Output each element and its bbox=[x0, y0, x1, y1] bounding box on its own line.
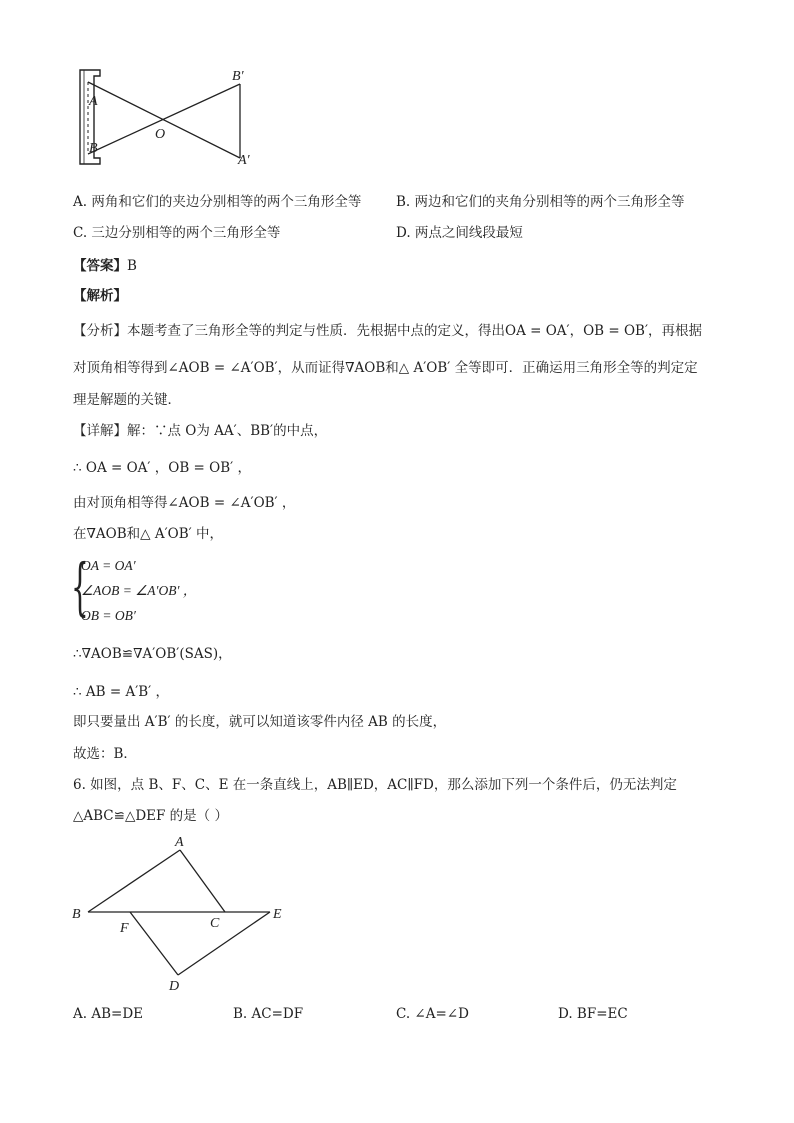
analysis-line-2: 对顶角相等得到∠AOB = ∠A′OB′，从而证得∇AOB和△ A′OB′ 全等即可．正确运用三角形全等的判定定 bbox=[73, 360, 698, 376]
detail-line-1: 【详解】解：∵点 O为 AA′、BB′的中点， bbox=[73, 423, 328, 439]
system-eq-2: ∠AOB = ∠A′OB′ ， bbox=[81, 583, 197, 598]
option-6B: B. AC=DF bbox=[233, 1006, 304, 1022]
segment-BA bbox=[88, 850, 180, 912]
label-B: B bbox=[89, 141, 98, 156]
option-5A: A. 两角和它们的夹边分别相等的两个三角形全等 bbox=[73, 194, 362, 210]
detail-line-2: ∴ OA = OA′ ，OB = OB′ ， bbox=[73, 460, 251, 476]
label-Aprime: A′ bbox=[238, 153, 250, 168]
detail-line-5: ∴∇AOB≌∇A′OB′(SAS)， bbox=[73, 646, 232, 662]
analysis-line-1: 【分析】本题考查了三角形全等的判定与性质．先根据中点的定义，得出OA = OA′，OB = OB′，再根据 bbox=[73, 323, 703, 339]
option-6C: C. ∠A=∠D bbox=[396, 1006, 469, 1022]
segment-BB bbox=[88, 84, 240, 154]
detail-line-6: ∴ AB = A′B′ ， bbox=[73, 684, 170, 700]
option-6D: D. BF=EC bbox=[558, 1006, 628, 1022]
q6-line-2: △ABC≌△DEF 的是（ ） bbox=[73, 808, 228, 824]
segment-FD bbox=[130, 912, 178, 975]
segment-AC bbox=[180, 850, 225, 912]
analysis-heading: 【解析】 bbox=[73, 288, 127, 304]
system-eq-3: OB = OB′ bbox=[81, 608, 136, 623]
answer-line bbox=[73, 257, 137, 275]
detail-line-7: 即只要量出 A′B′ 的长度，就可以知道该零件内径 AB 的长度， bbox=[73, 714, 447, 730]
figure-crossed-segments bbox=[60, 60, 280, 180]
option-5D: D. 两点之间线段最短 bbox=[396, 225, 523, 241]
label-C2: C bbox=[210, 916, 220, 931]
detail-line-8: 故选：B． bbox=[73, 746, 137, 762]
label-D2: D bbox=[169, 979, 180, 994]
system-eq-1: OA = OA′ bbox=[81, 558, 136, 573]
analysis-line-3: 理是解题的关键． bbox=[73, 392, 181, 408]
label-O: O bbox=[155, 127, 166, 142]
label-B2: B bbox=[72, 907, 81, 922]
figure-triangles bbox=[60, 830, 300, 1000]
detail-line-3: 由对顶角相等得∠AOB = ∠A′OB′ ， bbox=[73, 495, 296, 511]
label-A: A bbox=[89, 94, 98, 109]
option-5C: C. 三边分别相等的两个三角形全等 bbox=[73, 225, 281, 241]
segment-DE bbox=[178, 912, 270, 975]
label-Bprime: B′ bbox=[232, 69, 244, 84]
option-6A: A. AB=DE bbox=[73, 1006, 143, 1022]
label-A2: A bbox=[175, 835, 184, 850]
answer-value: B bbox=[127, 258, 137, 274]
detail-line-4: 在∇AOB和△ A′OB′ 中， bbox=[73, 526, 223, 542]
q6-line-1: 6. 如图，点 B、F、C、E 在一条直线上，AB∥ED，AC∥FD，那么添加下列一个条件后，仍无法判定 bbox=[73, 777, 677, 793]
label-E2: E bbox=[273, 907, 282, 922]
segment-AA bbox=[88, 82, 240, 158]
option-5B: B. 两边和它们的夹角分别相等的两个三角形全等 bbox=[396, 194, 685, 210]
label-F2: F bbox=[120, 921, 129, 936]
system-brace: { bbox=[71, 550, 89, 623]
answer-label: 【答案】 bbox=[73, 258, 127, 274]
